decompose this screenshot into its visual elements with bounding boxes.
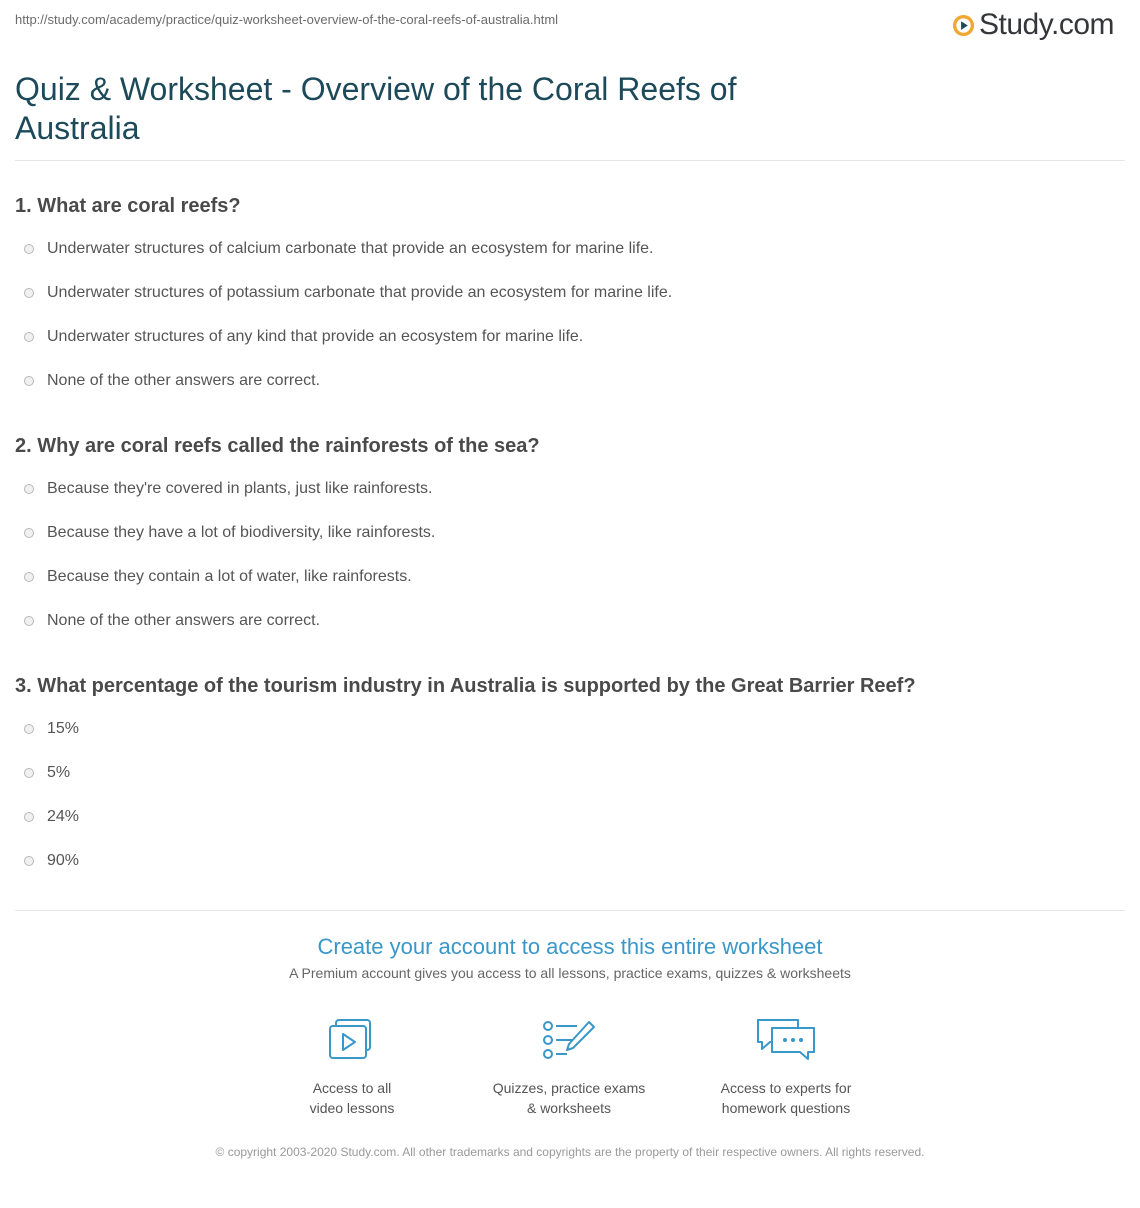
- radio-button[interactable]: [24, 856, 34, 866]
- answer-label: 15%: [47, 720, 80, 737]
- logo-text: Study.com: [979, 8, 1114, 41]
- answer-option[interactable]: [15, 717, 79, 741]
- feature-video-lessons: [252, 1016, 452, 1118]
- radio-button[interactable]: [24, 528, 34, 538]
- answer-option[interactable]: [15, 281, 672, 305]
- cta-section: [0, 934, 1140, 981]
- answer-label: Because they have a lot of biodiversity, like rainforests.: [47, 524, 436, 541]
- feature-quizzes: [469, 1016, 669, 1118]
- radio-button[interactable]: [24, 812, 34, 822]
- quiz-checklist-icon: [539, 1016, 599, 1064]
- question-1: [15, 194, 1125, 389]
- video-lessons-icon: [322, 1016, 382, 1064]
- answer-option[interactable]: [15, 565, 412, 589]
- radio-button[interactable]: [24, 768, 34, 778]
- answer-label: Because they're covered in plants, just like rainforests.: [47, 480, 433, 497]
- radio-button[interactable]: [24, 376, 34, 386]
- answer-label: Underwater structures of any kind that provide an ecosystem for marine life.: [47, 328, 584, 345]
- answer-label: Underwater structures of potassium carbonate that provide an ecosystem for marine life.: [47, 284, 673, 301]
- answer-label: Because they contain a lot of water, like rainforests.: [47, 568, 412, 585]
- answer-label: None of the other answers are correct.: [47, 372, 321, 389]
- page-title: Quiz & Worksheet - Overview of the Coral Reefs of Australia: [15, 71, 737, 146]
- answer-option[interactable]: [15, 325, 583, 349]
- feature-label: [469, 1078, 669, 1118]
- cta-subtitle: A Premium account gives you access to all lessons, practice exams, quizzes & worksheets: [289, 965, 851, 981]
- cta-title-link[interactable]: Create your account to access this entire worksheet: [317, 934, 823, 959]
- feature-experts: [686, 1016, 886, 1118]
- radio-button[interactable]: [24, 616, 34, 626]
- feature-label-line: video lessons: [309, 1100, 395, 1116]
- radio-button[interactable]: [24, 332, 34, 342]
- divider: [15, 160, 1125, 161]
- question-3: [15, 674, 1125, 869]
- answer-label: 90%: [47, 852, 80, 869]
- answer-option[interactable]: [15, 761, 70, 785]
- answer-option[interactable]: [15, 237, 654, 261]
- question-text: 3. What percentage of the tourism industry in Australia is supported by the Great Barrier Reef?: [15, 675, 916, 697]
- feature-label: [252, 1078, 452, 1118]
- radio-button[interactable]: [24, 724, 34, 734]
- answer-label: None of the other answers are correct.: [47, 612, 321, 629]
- answer-option[interactable]: [15, 609, 320, 633]
- copyright-footer: [0, 1144, 1140, 1161]
- question-2: [15, 434, 1125, 629]
- divider: [15, 910, 1125, 911]
- chat-bubbles-icon: [754, 1016, 818, 1064]
- page-url: http://study.com/academy/practice/quiz-worksheet-overview-of-the-coral-reefs-of-australia.html: [15, 12, 559, 27]
- radio-button[interactable]: [24, 572, 34, 582]
- answer-option[interactable]: [15, 805, 79, 829]
- feature-label-line: & worksheets: [526, 1100, 612, 1116]
- answer-label: 24%: [47, 808, 80, 825]
- study-logo[interactable]: [952, 8, 1114, 42]
- answer-label: Underwater structures of calcium carbonate that provide an ecosystem for marine life.: [47, 240, 654, 257]
- radio-button[interactable]: [24, 244, 34, 254]
- feature-label-line: homework questions: [721, 1100, 851, 1116]
- question-text: 2. Why are coral reefs called the rainforests of the sea?: [15, 435, 540, 457]
- play-circle-icon: [952, 14, 975, 37]
- feature-label: [686, 1078, 886, 1118]
- radio-button[interactable]: [24, 288, 34, 298]
- radio-button[interactable]: [24, 484, 34, 494]
- copyright-text: © copyright 2003-2020 Study.com. All other trademarks and copyrights are the property of their respective owners. All rights reserved.: [215, 1145, 925, 1159]
- answer-option[interactable]: [15, 369, 320, 393]
- answer-option[interactable]: [15, 521, 435, 545]
- answer-label: 5%: [47, 764, 71, 781]
- question-text: 1. What are coral reefs?: [15, 195, 241, 217]
- answer-option[interactable]: [15, 477, 432, 501]
- feature-label-line: Access to all: [312, 1080, 392, 1096]
- answer-option[interactable]: [15, 849, 79, 873]
- feature-label-line: Access to experts for: [720, 1080, 852, 1096]
- feature-label-line: Quizzes, practice exams: [492, 1080, 646, 1096]
